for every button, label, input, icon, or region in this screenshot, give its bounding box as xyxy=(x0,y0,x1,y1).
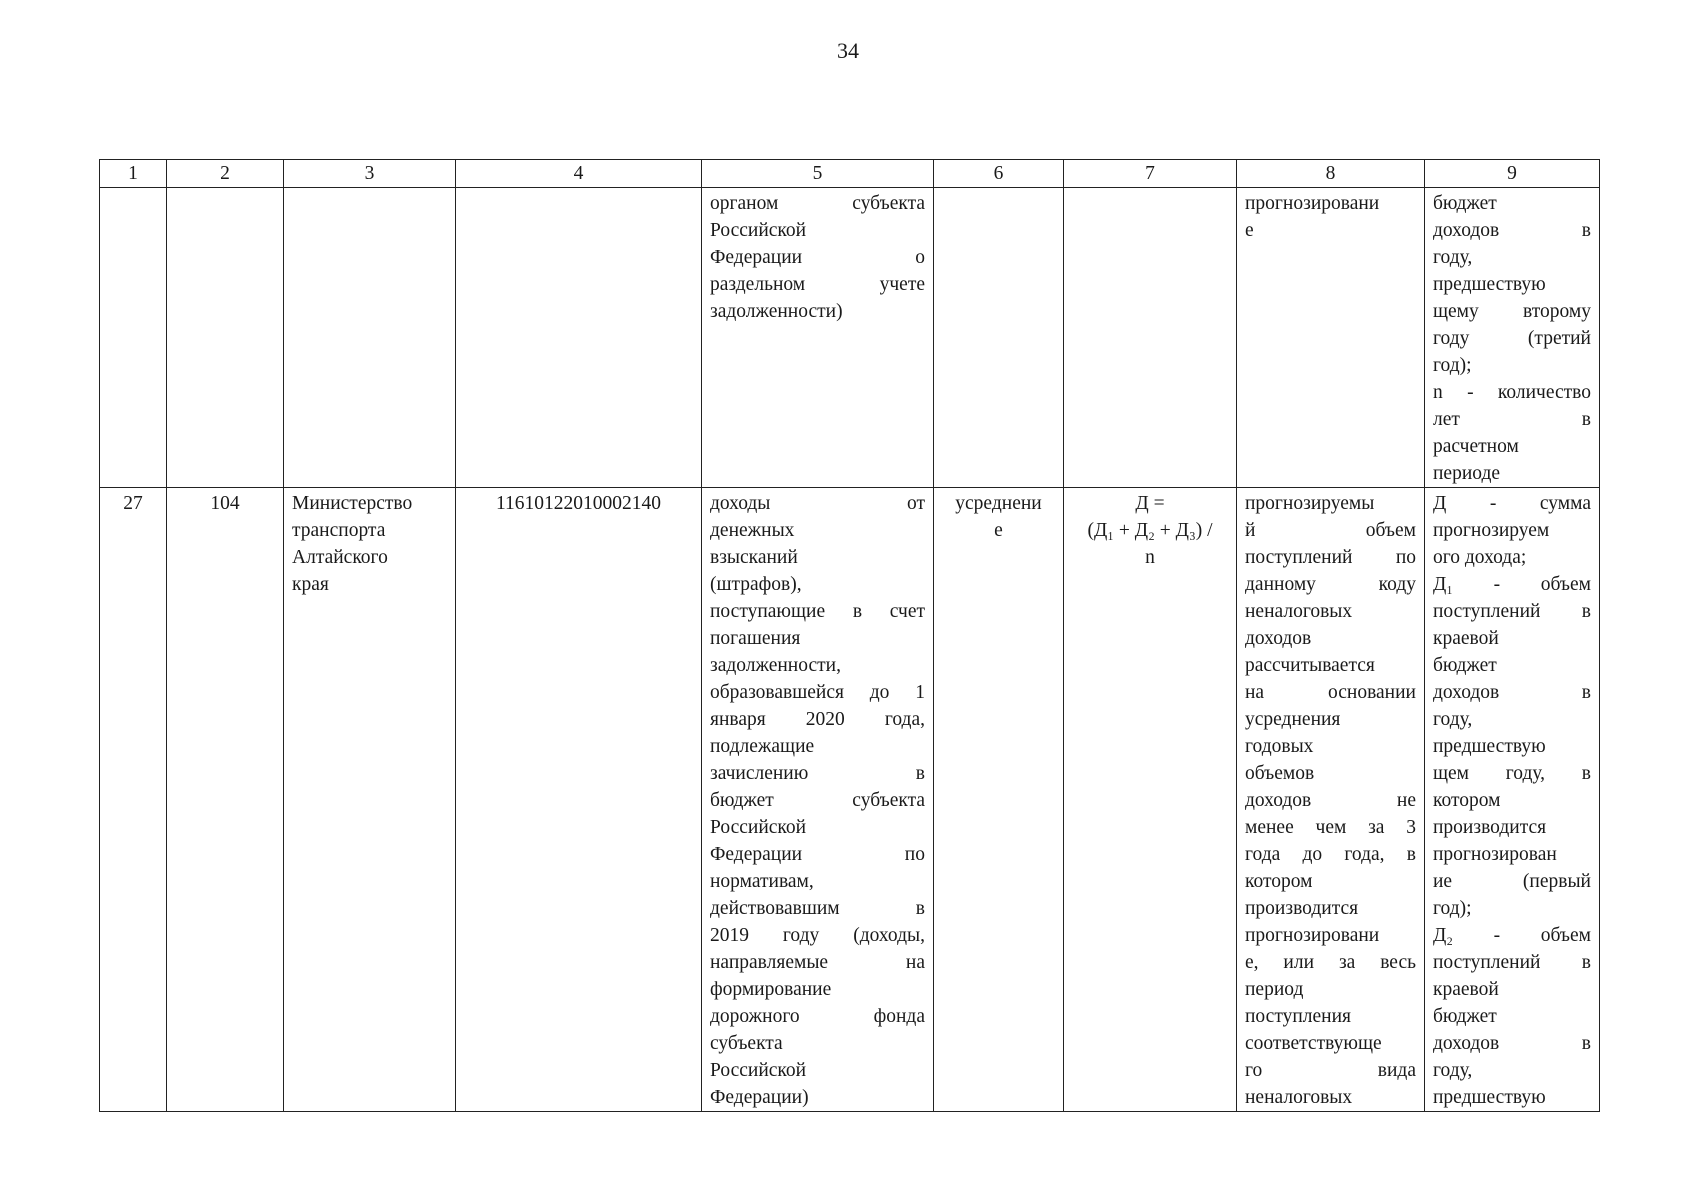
cell-line: подлежащие xyxy=(710,736,815,757)
column-number: 5 xyxy=(702,160,934,188)
column-number: 1 xyxy=(100,160,167,188)
cell-line: бюджет xyxy=(1433,1006,1497,1027)
table-cell xyxy=(284,188,456,488)
cell-line: годовых xyxy=(1245,736,1314,757)
cell-line: поступлений по xyxy=(1245,547,1416,568)
income-description-cell xyxy=(702,188,934,488)
table-row xyxy=(100,488,1600,1112)
cell-line: предшествую xyxy=(1433,1087,1546,1108)
cell-line: периоде xyxy=(1433,463,1501,484)
cell-line: й объем xyxy=(1245,520,1416,541)
cell-line: органом субъекта xyxy=(710,193,925,214)
cell-line: прогнозируем xyxy=(1433,520,1550,541)
table-cell xyxy=(167,188,284,488)
cell-line: доходов в xyxy=(1433,220,1591,241)
cell-line: Российской xyxy=(710,220,807,241)
cell-line: дорожного фонда xyxy=(710,1006,925,1027)
page-number: 34 xyxy=(837,38,859,63)
cell-line: Д = xyxy=(1135,493,1165,514)
cell-line: бюджет xyxy=(1433,655,1497,676)
cell-line: поступлений в xyxy=(1433,601,1591,622)
calculation-description-cell xyxy=(1237,188,1425,488)
column-number-row xyxy=(100,160,1600,188)
cell-line: (Д₁ + Д₂ + Д₃) / xyxy=(1087,520,1213,541)
cell-line: поступления xyxy=(1245,1006,1352,1027)
formula-legend-cell xyxy=(1425,488,1600,1112)
cell-line: года до года, в xyxy=(1245,844,1416,865)
cell-line: неналоговых xyxy=(1245,601,1353,622)
cell-line: Д - сумма xyxy=(1433,493,1591,514)
cell-line: году, xyxy=(1433,247,1473,268)
cell-line: доходов не xyxy=(1245,790,1416,811)
column-number: 3 xyxy=(284,160,456,188)
cell-line: января 2020 года, xyxy=(710,709,925,730)
cell-line: го вида xyxy=(1245,1060,1416,1081)
cell-line: Министерство xyxy=(292,493,413,514)
cell-line: году, xyxy=(1433,709,1473,730)
cell-line: поступлений в xyxy=(1433,952,1591,973)
cell-line: доходов в xyxy=(1433,682,1591,703)
cell-line: раздельном учете xyxy=(710,274,925,295)
cell-line: краевой xyxy=(1433,979,1499,1000)
cell-line: году, xyxy=(1433,1060,1473,1081)
cell-line: (штрафов), xyxy=(710,574,802,595)
cell-line: нормативам, xyxy=(710,871,814,892)
cell-line: е xyxy=(1245,220,1254,241)
cell-line: Федерации по xyxy=(710,844,925,865)
cell-line: Алтайского xyxy=(292,547,388,568)
cell-line: прогнозировани xyxy=(1245,925,1380,946)
cell-line: прогнозирован xyxy=(1433,844,1557,865)
cell-line: действовавшим в xyxy=(710,898,925,919)
table-cell xyxy=(456,188,702,488)
cell-line: зачислению в xyxy=(710,763,925,784)
table-cell xyxy=(100,188,167,488)
cell-line: краевой xyxy=(1433,628,1499,649)
budget-classification-code-cell: 11610122010002140 xyxy=(456,488,702,1112)
cell-line: прогнозируемы xyxy=(1245,493,1375,514)
cell-line: погашения xyxy=(710,628,801,649)
cell-line: е, или за весь xyxy=(1245,952,1416,973)
cell-line: Д₂ - объем xyxy=(1433,925,1591,946)
cell-line: е xyxy=(994,520,1003,541)
cell-line: 2019 году (доходы, xyxy=(710,925,925,946)
cell-line: неналоговых xyxy=(1245,1087,1353,1108)
cell-line: рассчитывается xyxy=(1245,655,1375,676)
cell-line: котором xyxy=(1245,871,1313,892)
cell-line: взысканий xyxy=(710,547,798,568)
cell-line: год); xyxy=(1433,355,1472,376)
cell-line: соответствующе xyxy=(1245,1033,1382,1054)
cell-line: формирование xyxy=(710,979,832,1000)
cell-line: ие (первый xyxy=(1433,871,1591,892)
cell-line: края xyxy=(292,574,329,595)
cell-line: усреднени xyxy=(955,493,1042,514)
cell-line: n - количество xyxy=(1433,382,1591,403)
cell-line: объемов xyxy=(1245,763,1315,784)
cell-line: производится xyxy=(1433,817,1547,838)
cell-line: поступающие в счет xyxy=(710,601,925,622)
cell-line: щем году, в xyxy=(1433,763,1591,784)
cell-line: доходы от xyxy=(710,493,925,514)
column-number: 4 xyxy=(456,160,702,188)
cell-line: субъекта xyxy=(710,1033,783,1054)
cell-line: котором xyxy=(1433,790,1501,811)
cell-line: доходов в xyxy=(1433,1033,1591,1054)
administrator-name-cell xyxy=(284,488,456,1112)
table-cell xyxy=(934,188,1064,488)
cell-line: усреднения xyxy=(1245,709,1341,730)
column-number: 6 xyxy=(934,160,1064,188)
cell-line: данному коду xyxy=(1245,574,1416,595)
column-number: 2 xyxy=(167,160,284,188)
cell-line: менее чем за 3 xyxy=(1245,817,1416,838)
cell-line: денежных xyxy=(710,520,795,541)
cell-line: расчетном xyxy=(1433,436,1519,457)
cell-line: период xyxy=(1245,979,1304,1000)
cell-line: Российской xyxy=(710,817,807,838)
column-number: 7 xyxy=(1064,160,1237,188)
cell-line: направляемые на xyxy=(710,952,925,973)
cell-line: ого дохода; xyxy=(1433,547,1527,568)
cell-line: Федерации о xyxy=(710,247,925,268)
cell-line: щему второму xyxy=(1433,301,1591,322)
revenue-methodology-table xyxy=(99,159,1600,1112)
cell-line: Д₁ - объем xyxy=(1433,574,1591,595)
cell-line: n xyxy=(1145,547,1155,568)
cell-line: на основании xyxy=(1245,682,1416,703)
income-description-cell xyxy=(702,488,934,1112)
cell-line: Федерации) xyxy=(710,1087,809,1108)
formula-cell xyxy=(1064,488,1237,1112)
cell-line: бюджет xyxy=(1433,193,1497,214)
cell-line: бюджет субъекта xyxy=(710,790,925,811)
cell-line: образовавшейся до 1 xyxy=(710,682,925,703)
calculation-method-cell xyxy=(934,488,1064,1112)
cell-line: год); xyxy=(1433,898,1472,919)
continuation-row xyxy=(100,188,1600,488)
cell-line: задолженности, xyxy=(710,655,841,676)
row-number-cell: 27 xyxy=(100,488,167,1112)
cell-line: прогнозировани xyxy=(1245,193,1380,214)
cell-line: предшествую xyxy=(1433,274,1546,295)
table-cell xyxy=(1064,188,1237,488)
cell-line: доходов xyxy=(1245,628,1312,649)
column-number: 8 xyxy=(1237,160,1425,188)
cell-line: производится xyxy=(1245,898,1359,919)
formula-legend-cell xyxy=(1425,188,1600,488)
cell-line: предшествую xyxy=(1433,736,1546,757)
column-number: 9 xyxy=(1425,160,1600,188)
calculation-description-cell xyxy=(1237,488,1425,1112)
cell-line: транспорта xyxy=(292,520,386,541)
cell-line: Российской xyxy=(710,1060,807,1081)
cell-line: году (третий xyxy=(1433,328,1591,349)
cell-line: задолженности) xyxy=(710,301,843,322)
cell-line: лет в xyxy=(1433,409,1591,430)
admin-code-cell: 104 xyxy=(167,488,284,1112)
